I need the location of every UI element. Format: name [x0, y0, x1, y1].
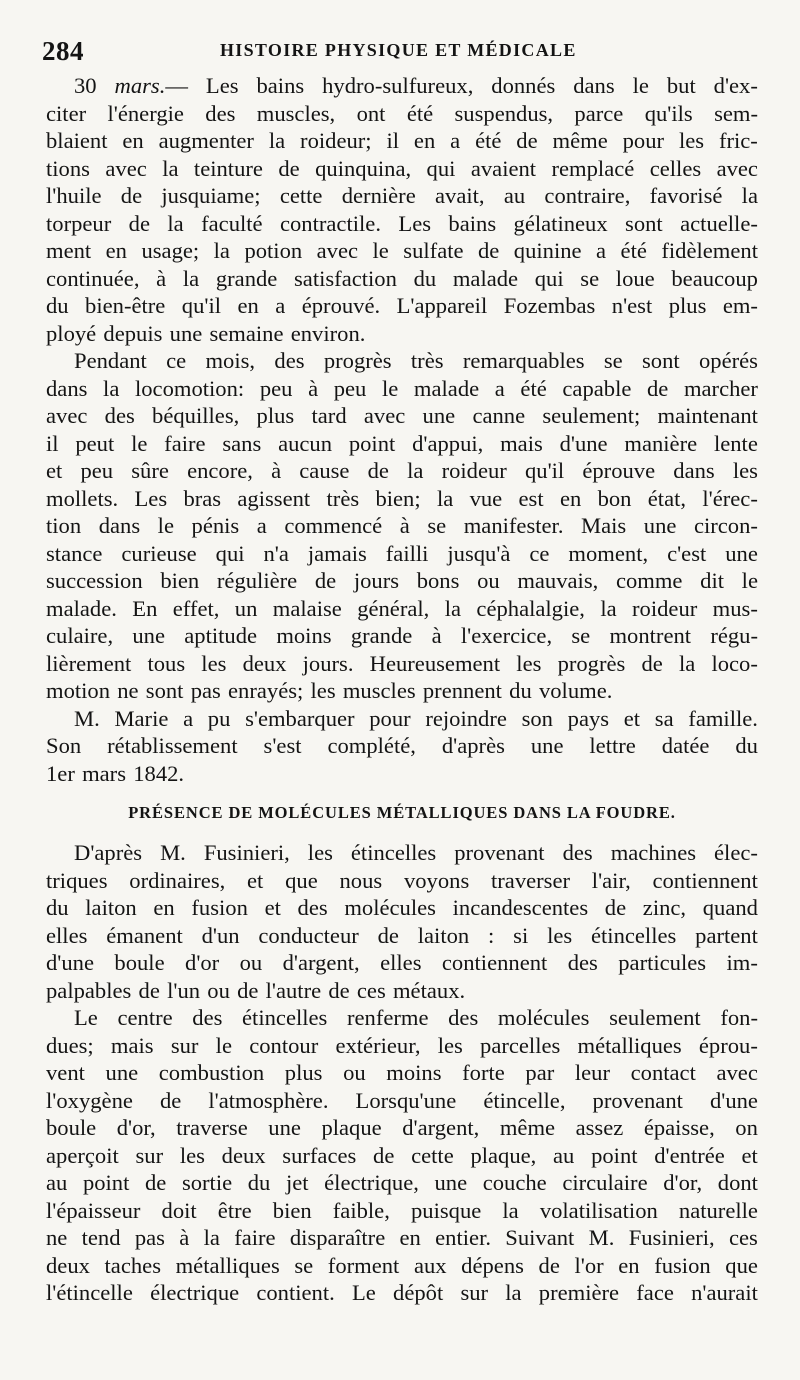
text-line: D'après M. Fusinieri, les étincelles provenant des machines élec-	[74, 840, 758, 865]
text-line: lièrement tous les deux jours. Heureusement les progrès de la loco-	[46, 650, 758, 676]
text-line: il peut le faire sans aucun point d'appui, mais d'une manière lente	[46, 430, 758, 456]
text-line: ployé depuis une semaine environ.	[46, 320, 366, 346]
text-line: malade. En effet, un malaise général, la céphalalgie, la roideur mus-	[46, 595, 758, 621]
text-line: vent une combustion plus ou moins forte par leur contact avec	[46, 1060, 758, 1085]
text-line: culaire, une aptitude moins grande à l'exercice, se montrent régu-	[46, 623, 758, 648]
section-heading: PRÉSENCE DE MOLÉCULES MÉTALLIQUES DANS LA FOUDRE.	[128, 803, 676, 822]
body-text	[46, 72, 758, 1307]
text-line: tion dans le pénis a commencé à se manifester. Mais une circon-	[46, 513, 758, 538]
text-line: motion ne sont pas enrayés; les muscles prennent du volume.	[46, 678, 613, 703]
text-line: ne tend pas à la faire disparaître en entier. Suivant M. Fusinieri, ces	[46, 1225, 758, 1250]
text-line: succession bien régulière de jours bons ou mauvais, comme dit le	[46, 568, 758, 593]
text-line: aperçoit sur les deux surfaces de cette plaque, au point d'entrée et	[46, 1142, 758, 1168]
running-head	[40, 30, 760, 70]
text-line: l'épaisseur doit être bien faible, puisque la volatilisation naturelle	[46, 1197, 758, 1223]
text-line: continuée, à la grande satisfaction du malade qui se loue beaucoup	[46, 265, 758, 291]
text-line: dues; mais sur le contour extérieur, les parcelles métalliques éprou-	[46, 1032, 758, 1058]
text-line: l'huile de jusquiame; cette dernière avait, au contraire, favorisé la	[46, 183, 758, 208]
text-line: boule d'or, traverse une plaque d'argent, même assez épaisse, on	[46, 1115, 758, 1140]
running-title: HISTOIRE PHYSIQUE ET MÉDICALE	[220, 40, 577, 60]
text-line: Le centre des étincelles renferme des molécules seulement fon-	[74, 1005, 758, 1030]
text-line: torpeur de la faculté contractile. Les bains gélatineux sont actuelle-	[46, 210, 758, 236]
text-line: dans la locomotion: peu à peu le malade a été capable de marcher	[46, 375, 758, 401]
text-line: mollets. Les bras agissent très bien; la vue est en bon état, l'érec-	[46, 485, 758, 511]
text-line: avec des béquilles, plus tard avec une canne seulement; maintenant	[46, 403, 758, 428]
text-line: deux taches métalliques se forment aux dépens de l'or en fusion que	[46, 1252, 758, 1278]
text-line: elles émanent d'un conducteur de laiton : si les étincelles partent	[46, 922, 758, 948]
text-line: l'oxygène de l'atmosphère. Lorsqu'une étincelle, provenant d'une	[46, 1087, 758, 1113]
text-line: ment en usage; la potion avec le sulfate de quinine a été fidèlement	[46, 238, 758, 263]
text-line: stance curieuse qui n'a jamais failli jusqu'à ce moment, c'est une	[46, 540, 758, 566]
text-line: 30 mars.— Les bains hydro-sulfureux, donnés dans le but d'ex-	[74, 73, 758, 98]
text-line: blaient en augmenter la roideur; il en a été de même pour les fric-	[46, 128, 758, 153]
text-line: Son rétablissement s'est complété, d'après une lettre datée du	[46, 733, 758, 758]
text-line: 1er mars 1842.	[46, 760, 185, 786]
text-line: triques ordinaires, et que nous voyons traverser l'air, contiennent	[46, 867, 758, 893]
text-line: palpables de l'un ou de l'autre de ces métaux.	[46, 977, 466, 1003]
text-line: Pendant ce mois, des progrès très remarquables se sont opérés	[74, 348, 758, 373]
text-line: citer l'énergie des muscles, ont été suspendus, parce qu'ils sem-	[46, 100, 758, 126]
text-line: tions avec la teinture de quinquina, qui avaient remplacé celles avec	[46, 155, 758, 181]
text-line: au point de sortie du jet électrique, une couche circulaire d'or, dont	[46, 1170, 758, 1195]
page-number: 284	[42, 36, 84, 66]
text-line: du laiton en fusion et des molécules incandescentes de zinc, quand	[46, 895, 758, 920]
text-line: M. Marie a pu s'embarquer pour rejoindre son pays et sa famille.	[74, 705, 758, 731]
text-line: l'étincelle électrique contient. Le dépôt sur la première face n'aurait	[46, 1280, 758, 1305]
text-line: d'une boule d'or ou d'argent, elles contiennent des particules im-	[46, 950, 758, 975]
text-line: et peu sûre encore, à cause de la roideur qu'il éprouve dans les	[46, 458, 758, 483]
text-line: du bien-être qu'il en a éprouvé. L'appareil Fozembas n'est plus em-	[46, 293, 758, 318]
